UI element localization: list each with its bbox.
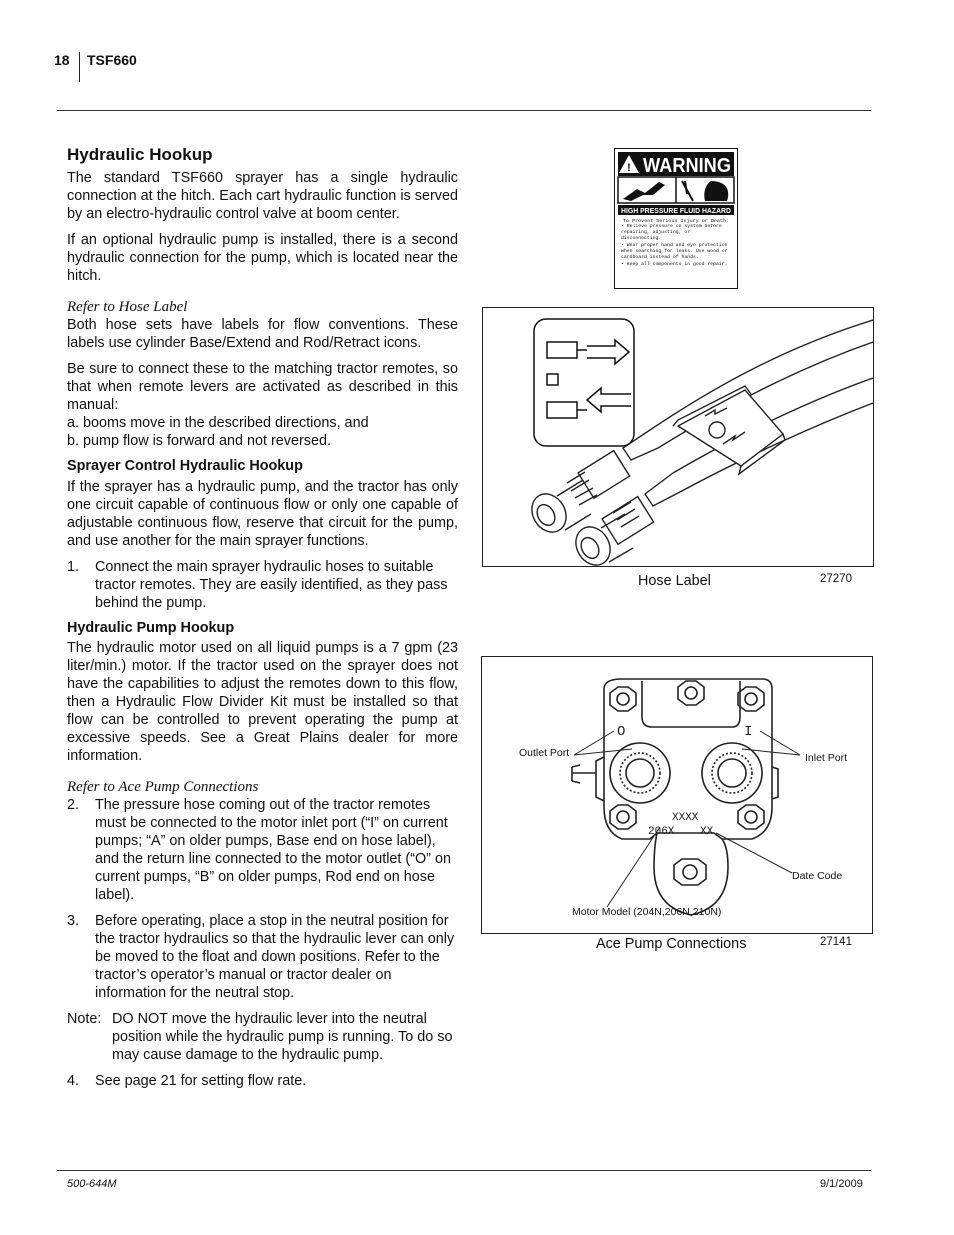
face-shield-icon xyxy=(704,181,728,201)
pump-hookup-heading: Hydraulic Pump Hookup xyxy=(67,620,235,636)
document-title: TSF660 xyxy=(87,52,137,68)
outlet-letter: O xyxy=(617,724,626,740)
pump-paragraph: The hydraulic motor used on all liquid pumps is a 7 gpm (23 liter/min.) motor. If the tractor used on the sprayer does not have the capabilities to adjust the remotes down to this flow, then a Hydraulic Flow Divider Kit must be installed so that flow can be controlled to prevent operating the pump at excessive speeds. See a Great Plains dealer for more information. xyxy=(67,640,458,764)
hose-paragraph-1: Both hose sets have labels for flow conventions. These labels use cylinder Base/Extend and Rod/Retract icons. xyxy=(67,317,458,351)
stamp-model: 206X xyxy=(648,826,675,838)
note xyxy=(67,1010,458,1064)
step-4-text: See page 21 for setting flow rate. xyxy=(95,1073,307,1089)
note-text: DO NOT move the hydraulic lever into the neutral position while the hydraulic pump is running. To do so may cause damage to the hydraulic pump. xyxy=(112,1011,453,1063)
footer-rule xyxy=(57,1170,871,1171)
inlet-port-label: Inlet Port xyxy=(805,752,848,764)
date-code-label: Date Code xyxy=(792,870,843,882)
step-3-number: 3. xyxy=(67,913,80,929)
hose-item-a: a. booms move in the described directions, and xyxy=(67,415,369,431)
svg-text:!: ! xyxy=(627,162,631,174)
stamp-top: XXXX xyxy=(672,812,699,824)
ace-pump-caption: Ace Pump Connections xyxy=(596,936,747,952)
sprayer-hookup-heading: Sprayer Control Hydraulic Hookup xyxy=(67,458,303,474)
step-1 xyxy=(67,558,458,612)
inlet-letter: I xyxy=(744,724,753,740)
intro-paragraph-2: If an optional hydraulic pump is installed, there is a second hydraulic connection for the pump, which is located near the hitch. xyxy=(67,232,458,284)
stamp-date: XX xyxy=(700,826,714,838)
warning-hazard: HIGH PRESSURE FLUID HAZARD xyxy=(621,208,731,215)
footer-date: 9/1/2009 xyxy=(820,1178,863,1190)
hose-item-b: b. pump flow is forward and not reversed. xyxy=(67,433,331,449)
warning-decal xyxy=(614,148,738,289)
intro-paragraph-1: The standard TSF660 sprayer has a single hydraulic connection at the hitch. Each cart hydraulic function is served by an electro-hydraulic control valve at boom center. xyxy=(67,170,458,222)
warning-line1: To Prevent Serious Injury or Death: xyxy=(623,219,720,224)
warning-title: WARNING xyxy=(643,155,731,177)
hose-paragraph-2: Be sure to connect these to the matching tractor remotes, so that when remote levers are activated as described in this manual: xyxy=(67,361,458,413)
ace-pump-figure xyxy=(481,656,873,934)
step-1-number: 1. xyxy=(67,559,80,575)
step-4-number: 4. xyxy=(67,1073,80,1089)
step-3 xyxy=(67,912,458,1002)
warning-bullet-2: • Wear proper hand and eye protection when searching for leaks. Use wood or cardboard instead of hands. xyxy=(621,243,728,260)
step-2-number: 2. xyxy=(67,797,80,813)
text-column xyxy=(67,145,458,1090)
fluid-jet-icon xyxy=(623,182,665,201)
page-number: 18 xyxy=(54,52,70,68)
hose-label-caption: Hose Label xyxy=(638,573,711,589)
note-label: Note: xyxy=(67,1011,102,1027)
step-2 xyxy=(67,796,458,904)
hose-label-illustration xyxy=(483,308,873,566)
outlet-port-label: Outlet Port xyxy=(519,747,570,759)
sprayer-paragraph: If the sprayer has a hydraulic pump, and the tractor has only one circuit capable of continuous flow or only one capable of adjustable continuous flow, reserve that circuit for the pump, and use another for the main sprayer functions. xyxy=(67,479,458,549)
ace-pump-illustration xyxy=(482,657,872,933)
footer-part-number: 500-644M xyxy=(67,1178,117,1190)
step-2-text: The pressure hose coming out of the tractor remotes must be connected to the motor inlet port (“I” on current pumps; “A” on older pumps, Base end on hose label), and the return line connected to the motor outlet (“O” on current pumps, “B” on older pumps, Rod end on hose label). xyxy=(95,797,451,903)
motor-model-label: Motor Model (204N,206N,210N) xyxy=(572,906,722,918)
step-3-text: Before operating, place a stop in the neutral position for the tractor hydraulics so that the hydraulic lever can only be moved to the float and down positions. Refer to the tractor’s operator’s manual or tractor dealer on information for the neutral stop. xyxy=(95,913,455,1001)
hose-label-figure xyxy=(482,307,874,567)
warning-bullet-3: • Keep all components in good repair. xyxy=(621,262,728,267)
hose-label-figure-number: 27270 xyxy=(820,573,852,585)
warning-decal-graphic xyxy=(615,149,737,288)
header-divider xyxy=(79,52,80,82)
hose-label-icon xyxy=(534,319,634,446)
step-4 xyxy=(67,1072,458,1090)
section-title: Hydraulic Hookup xyxy=(67,145,213,164)
ace-pump-figure-number: 27141 xyxy=(820,936,852,948)
ref-ace-pump: Refer to Ace Pump Connections xyxy=(67,779,259,795)
warning-bullet-1: • Relieve pressure on system before repairing, adjusting, or disconnecting. xyxy=(621,224,722,241)
header-rule xyxy=(57,110,871,111)
step-1-text: Connect the main sprayer hydraulic hoses to suitable tractor remotes. They are easily identified, as they pass behind the pump. xyxy=(95,559,448,611)
ref-hose-label: Refer to Hose Label xyxy=(67,299,188,315)
